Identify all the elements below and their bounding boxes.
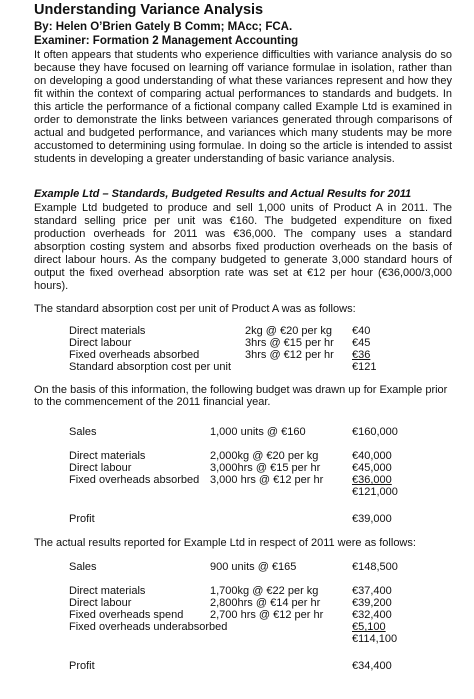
budget-cost-label: Direct materials xyxy=(69,450,146,462)
std-row-basis: 3hrs @ €12 per hr xyxy=(245,349,334,361)
budget-intro-line: On the basis of this information, the following budget was drawn up for Example prior xyxy=(34,384,448,396)
intro-paragraph: It often appears that students who experience difficulties with variance analysis do so because they have focused on learning off variance formulae in isolation, rather than on developing a good understanding of what these variances represent and how they fit within the context of comparing actual performances to standards and budgets. In this article the performance of a fictional company called Example Ltd is examined in order to demonstrate the links between variances generated through comparisons of actual and budgeted performance, and variances which many students may be more accustomed to determining using formulae. In doing so the article is intended to assist students in developing a greater understanding of basic variance analysis. xyxy=(34,49,452,165)
std-row-amount: €36 xyxy=(352,349,371,361)
section-heading: Example Ltd – Standards, Budgeted Results and Actual Results for 2011 xyxy=(34,188,412,200)
actual-cost-label: Direct labour xyxy=(69,597,132,609)
author-line: By: Helen O’Brien Gately B Comm; MAcc; FCA. xyxy=(34,21,293,33)
budget-cost-label: Fixed overheads absorbed xyxy=(69,474,200,486)
actual-profit-amount: €34,400 xyxy=(352,660,392,672)
actual-cost-basis: 1,700kg @ €22 per kg xyxy=(210,585,319,597)
budget-cost-basis: 2,000kg @ €20 per kg xyxy=(210,450,319,462)
budget-profit-amount: €39,000 xyxy=(352,513,392,525)
actual-sales-label: Sales xyxy=(69,561,97,573)
std-row-amount: €45 xyxy=(352,337,371,349)
budget-sales-basis: 1,000 units @ €160 xyxy=(210,426,306,438)
actual-cost-amount: €37,400 xyxy=(352,585,392,597)
std-row-label: Direct labour xyxy=(69,337,132,349)
budget-cost-basis: 3,000hrs @ €15 per hr xyxy=(210,462,321,474)
budget-cost-label: Direct labour xyxy=(69,462,132,474)
budget-cost-amount: €40,000 xyxy=(352,450,392,462)
examiner-line: Examiner: Formation 2 Management Accounting xyxy=(34,35,299,47)
actual-cost-label: Direct materials xyxy=(69,585,146,597)
actual-cost-amount: €5,100 xyxy=(352,621,386,633)
std-row-label: Fixed overheads absorbed xyxy=(69,349,200,361)
actual-cost-basis: 2,700 hrs @ €12 per hr xyxy=(210,609,324,621)
std-row-label: Direct materials xyxy=(69,325,146,337)
actual-cost-label: Fixed overheads spend xyxy=(69,609,184,621)
actual-total-cost: €114,100 xyxy=(352,633,398,645)
budget-cost-basis: 3,000 hrs @ €12 per hr xyxy=(210,474,324,486)
actual-profit-label: Profit xyxy=(69,660,95,672)
std-row-basis: 3hrs @ €15 per hr xyxy=(245,337,334,349)
std-total-label: Standard absorption cost per unit xyxy=(69,361,232,373)
actual-cost-amount: €32,400 xyxy=(352,609,392,621)
actual-cost-amount: €39,200 xyxy=(352,597,392,609)
actual-sales-basis: 900 units @ €165 xyxy=(210,561,297,573)
actual-sales-amount: €148,500 xyxy=(352,561,398,573)
budget-cost-amount: €36,000 xyxy=(352,474,392,486)
actual-intro: The actual results reported for Example Ltd in respect of 2011 were as follows: xyxy=(34,537,416,549)
actual-cost-basis: 2,800hrs @ €14 per hr xyxy=(210,597,321,609)
budget-profit-label: Profit xyxy=(69,513,95,525)
budget-intro-line: to the commencement of the 2011 financial year. xyxy=(34,396,271,408)
budget-sales-amount: €160,000 xyxy=(352,426,398,438)
actual-cost-label: Fixed overheads underabsorbed xyxy=(69,621,228,633)
budget-cost-amount: €45,000 xyxy=(352,462,392,474)
standard-cost-intro: The standard absorption cost per unit of Product A was as follows: xyxy=(34,303,356,315)
budget-total-cost: €121,000 xyxy=(352,486,398,498)
section-paragraph: Example Ltd budgeted to produce and sell 1,000 units of Product A in 2011. The standard selling price per unit was €160. The budgeted expenditure on fixed production overheads for 2011 was €36,000. The company uses a standard absorption costing system and absorbs fixed production overheads on the basis of direct labour hours. As the company budgeted to generate 3,000 standard hours of output the fixed overhead absorption rate was set at €12 per hour (€36,000/3,000 hours). xyxy=(34,202,452,292)
budget-sales-label: Sales xyxy=(69,426,97,438)
std-row-basis: 2kg @ €20 per kg xyxy=(245,325,332,337)
std-row-amount: €40 xyxy=(352,325,371,337)
std-total-amount: €121 xyxy=(352,361,377,373)
document-title: Understanding Variance Analysis xyxy=(34,2,264,18)
